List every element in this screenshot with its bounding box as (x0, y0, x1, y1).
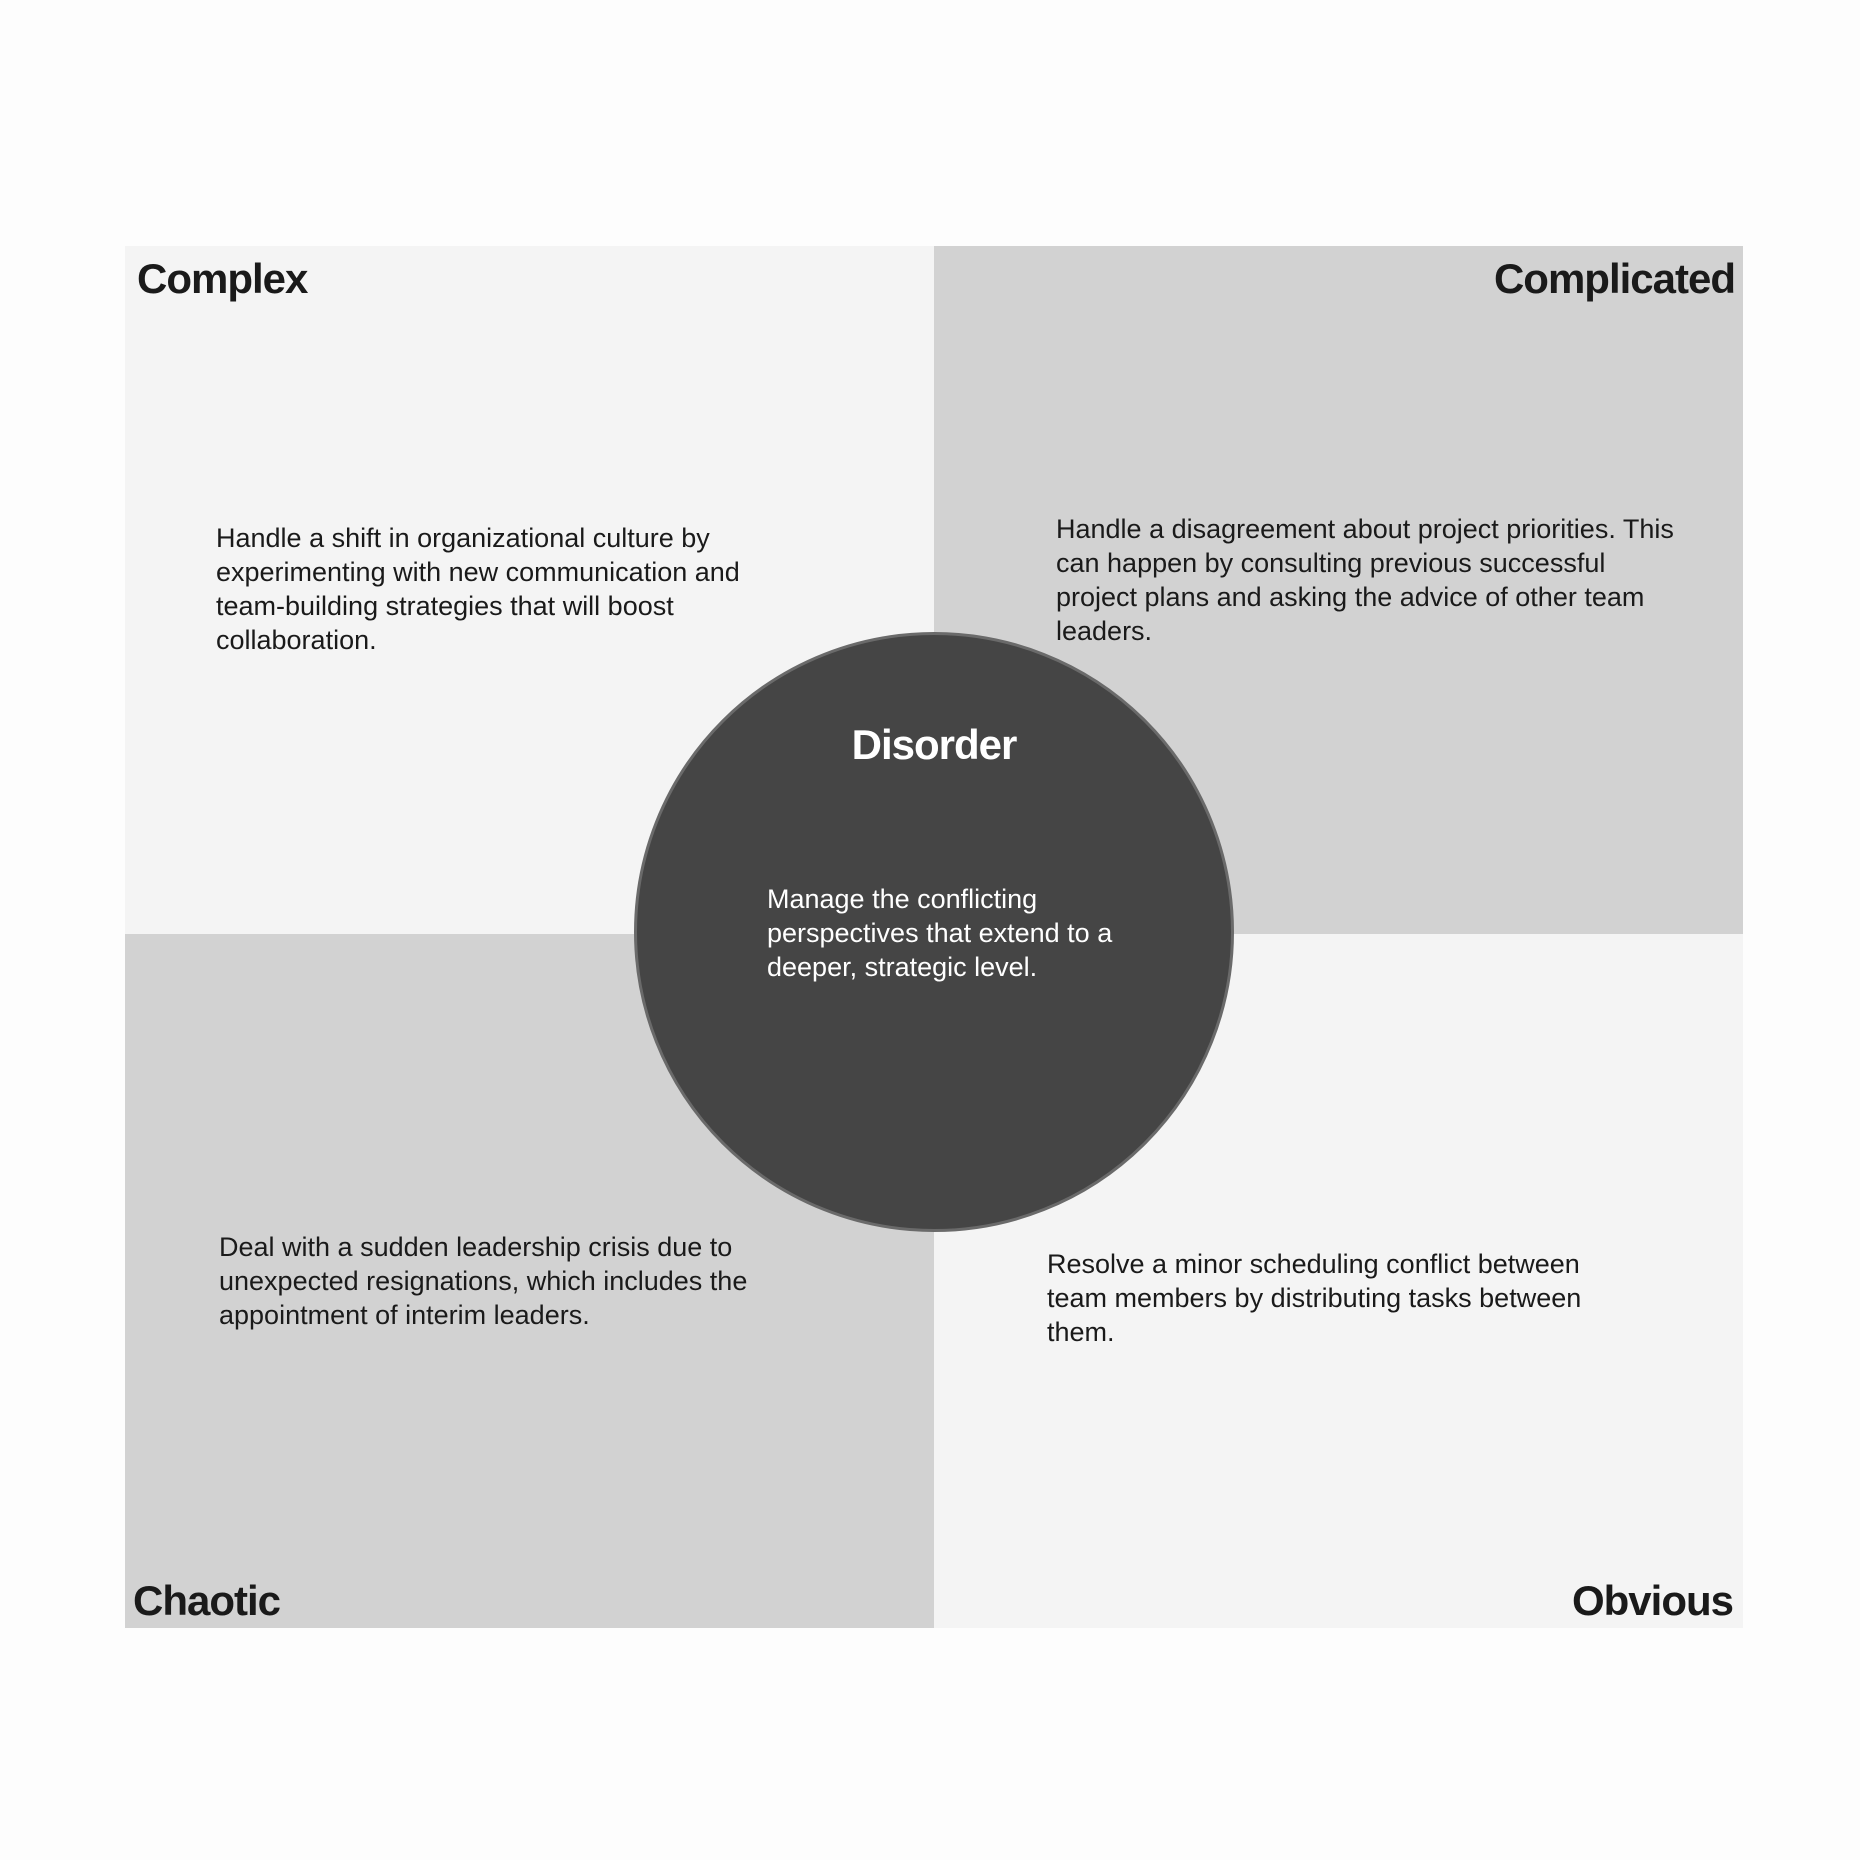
chaotic-title: Chaotic (133, 1577, 281, 1624)
complex-title: Complex (137, 255, 308, 302)
obvious-description: Resolve a minor scheduling conflict between team members by distributing tasks between them. (1047, 1249, 1582, 1347)
obvious-title: Obvious (1571, 1577, 1733, 1624)
disorder-title: Disorder (851, 721, 1017, 768)
chaotic-description: Deal with a sudden leadership crisis due to unexpected resignations, which includes the appointment of interim leaders. (219, 1232, 748, 1330)
complicated-description: Handle a disagreement about project priorities. This can happen by consulting previous successful project plans and asking the advice of other team leaders. (1056, 514, 1674, 646)
complicated-title: Complicated (1493, 255, 1735, 302)
disorder-description: Manage the conflicting perspectives that extend to a deeper, strategic level. (767, 884, 1113, 982)
complex-description: Handle a shift in organizational culture by experimenting with new communication and team-building strategies that will boost collaboration. (216, 523, 740, 655)
